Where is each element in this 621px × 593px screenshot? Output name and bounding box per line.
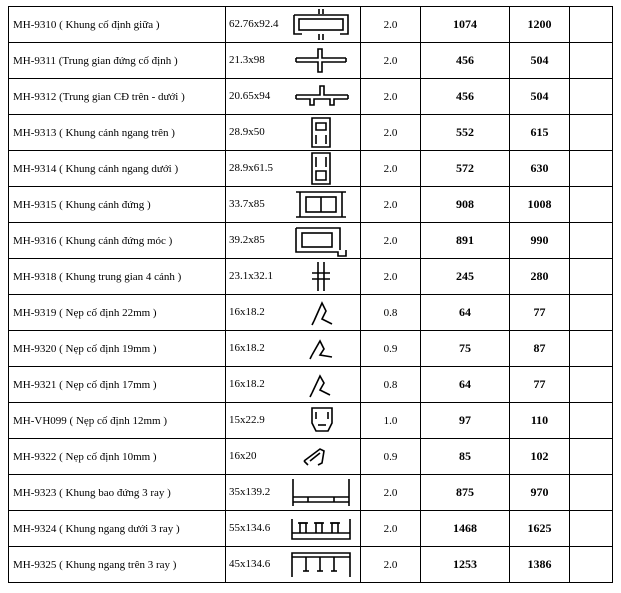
- profile-size-text: 28.9x61.5: [229, 162, 273, 174]
- value-cell-2: 1625: [510, 511, 570, 547]
- value-cell-2: 1008: [510, 187, 570, 223]
- profile-size-text: 39.2x85: [229, 234, 265, 246]
- profile-9321-icon: [290, 367, 352, 402]
- profile-size-cell: [226, 367, 361, 403]
- profile-size-text: 35x139.2: [229, 486, 271, 498]
- profile-9319-icon: [290, 295, 352, 330]
- profile-name-cell: MH-9312 (Trung gian CĐ trên - dưới ): [9, 79, 226, 115]
- value-cell-1: 908: [421, 187, 510, 223]
- profile-vh099-icon: [290, 403, 352, 438]
- profile-name-cell: MH-VH099 ( Nẹp cố định 12mm ): [9, 403, 226, 439]
- table-row: [9, 223, 613, 259]
- profile-size-cell: [226, 151, 361, 187]
- profile-9314-icon: [290, 151, 352, 186]
- profile-size-cell: [226, 295, 361, 331]
- value-cell-2: 615: [510, 115, 570, 151]
- table-row: [9, 331, 613, 367]
- empty-cell: [570, 331, 613, 367]
- profile-9323-icon: [290, 475, 352, 510]
- table-row: [9, 115, 613, 151]
- value-cell-1: 1253: [421, 547, 510, 583]
- profile-name-cell: MH-9321 ( Nẹp cố định 17mm ): [9, 367, 226, 403]
- value-cell-2: 970: [510, 475, 570, 511]
- thickness-cell: 2.0: [361, 7, 421, 43]
- table-row: [9, 367, 613, 403]
- profile-9316-icon: [290, 223, 352, 258]
- value-cell-2: 110: [510, 403, 570, 439]
- value-cell-1: 456: [421, 43, 510, 79]
- table-row: [9, 79, 613, 115]
- empty-cell: [570, 223, 613, 259]
- value-cell-1: 97: [421, 403, 510, 439]
- profile-size-cell: [226, 115, 361, 151]
- table-row: [9, 151, 613, 187]
- profile-size-cell: [226, 187, 361, 223]
- empty-cell: [570, 7, 613, 43]
- value-cell-1: 64: [421, 295, 510, 331]
- profile-size-text: 16x18.2: [229, 306, 265, 318]
- profile-name-cell: MH-9311 (Trung gian đứng cố định ): [9, 43, 226, 79]
- profile-size-cell: [226, 331, 361, 367]
- profile-9324-icon: [290, 511, 352, 546]
- profile-9310-icon: [290, 7, 352, 42]
- profile-size-cell: [226, 439, 361, 475]
- profile-size-cell: [226, 475, 361, 511]
- empty-cell: [570, 295, 613, 331]
- table-row: [9, 295, 613, 331]
- table-row: [9, 439, 613, 475]
- profile-size-text: 23.1x32.1: [229, 270, 273, 282]
- value-cell-1: 75: [421, 331, 510, 367]
- profile-size-cell: [226, 79, 361, 115]
- empty-cell: [570, 151, 613, 187]
- thickness-cell: 0.8: [361, 295, 421, 331]
- profile-size-text: 21.3x98: [229, 54, 265, 66]
- profile-name-cell: MH-9320 ( Nẹp cố định 19mm ): [9, 331, 226, 367]
- profile-name-cell: MH-9325 ( Khung ngang trên 3 ray ): [9, 547, 226, 583]
- value-cell-1: 64: [421, 367, 510, 403]
- profile-9320-icon: [290, 331, 352, 366]
- value-cell-1: 245: [421, 259, 510, 295]
- profile-name-cell: MH-9316 ( Khung cánh đứng móc ): [9, 223, 226, 259]
- value-cell-2: 77: [510, 367, 570, 403]
- profile-9322-icon: [290, 439, 352, 474]
- profile-size-text: 62.76x92.4: [229, 18, 279, 30]
- profile-9311-icon: [290, 43, 352, 78]
- profile-name-cell: MH-9319 ( Nẹp cố định 22mm ): [9, 295, 226, 331]
- thickness-cell: 2.0: [361, 475, 421, 511]
- table-row: [9, 7, 613, 43]
- profile-9312-icon: [290, 79, 352, 114]
- empty-cell: [570, 79, 613, 115]
- profile-name-cell: MH-9310 ( Khung cố định giữa ): [9, 7, 226, 43]
- thickness-cell: 2.0: [361, 187, 421, 223]
- value-cell-2: 504: [510, 79, 570, 115]
- empty-cell: [570, 439, 613, 475]
- value-cell-2: 77: [510, 295, 570, 331]
- profile-name-cell: MH-9323 ( Khung bao đứng 3 ray ): [9, 475, 226, 511]
- thickness-cell: 2.0: [361, 223, 421, 259]
- profile-size-cell: [226, 43, 361, 79]
- value-cell-1: 572: [421, 151, 510, 187]
- profile-name-cell: MH-9313 ( Khung cánh ngang trên ): [9, 115, 226, 151]
- table-row: [9, 43, 613, 79]
- empty-cell: [570, 511, 613, 547]
- profile-9315-icon: [290, 187, 352, 222]
- profile-size-text: 16x20: [229, 450, 257, 462]
- empty-cell: [570, 43, 613, 79]
- profile-size-text: 16x18.2: [229, 378, 265, 390]
- value-cell-2: 280: [510, 259, 570, 295]
- value-cell-2: 630: [510, 151, 570, 187]
- profile-size-text: 55x134.6: [229, 522, 271, 534]
- profile-name-cell: MH-9322 ( Nẹp cố định 10mm ): [9, 439, 226, 475]
- value-cell-1: 1468: [421, 511, 510, 547]
- value-cell-1: 85: [421, 439, 510, 475]
- value-cell-2: 504: [510, 43, 570, 79]
- profile-size-cell: [226, 7, 361, 43]
- profile-size-text: 20.65x94: [229, 90, 271, 102]
- profile-size-text: 33.7x85: [229, 198, 265, 210]
- profile-size-text: 28.9x50: [229, 126, 265, 138]
- profile-9313-icon: [290, 115, 352, 150]
- empty-cell: [570, 547, 613, 583]
- profile-size-cell: [226, 259, 361, 295]
- profile-name-cell: MH-9318 ( Khung trung gian 4 cánh ): [9, 259, 226, 295]
- profile-9318-icon: [290, 259, 352, 294]
- value-cell-2: 102: [510, 439, 570, 475]
- profile-price-table: [8, 6, 613, 583]
- profile-size-cell: [226, 223, 361, 259]
- thickness-cell: 0.9: [361, 439, 421, 475]
- table-row: [9, 547, 613, 583]
- thickness-cell: 2.0: [361, 79, 421, 115]
- profile-name-cell: MH-9314 ( Khung cánh ngang dưới ): [9, 151, 226, 187]
- profile-size-text: 15x22.9: [229, 414, 265, 426]
- profile-size-text: 45x134.6: [229, 558, 271, 570]
- thickness-cell: 0.8: [361, 367, 421, 403]
- empty-cell: [570, 187, 613, 223]
- thickness-cell: 0.9: [361, 331, 421, 367]
- thickness-cell: 2.0: [361, 115, 421, 151]
- table-row: [9, 511, 613, 547]
- profile-size-cell: [226, 403, 361, 439]
- profile-size-cell: [226, 547, 361, 583]
- profile-name-cell: MH-9315 ( Khung cánh đứng ): [9, 187, 226, 223]
- value-cell-1: 552: [421, 115, 510, 151]
- thickness-cell: 2.0: [361, 43, 421, 79]
- value-cell-1: 875: [421, 475, 510, 511]
- value-cell-1: 1074: [421, 7, 510, 43]
- empty-cell: [570, 115, 613, 151]
- table-row: [9, 187, 613, 223]
- empty-cell: [570, 403, 613, 439]
- thickness-cell: 2.0: [361, 547, 421, 583]
- profile-9325-icon: [290, 547, 352, 582]
- table-row: [9, 259, 613, 295]
- thickness-cell: 1.0: [361, 403, 421, 439]
- value-cell-1: 456: [421, 79, 510, 115]
- thickness-cell: 2.0: [361, 511, 421, 547]
- table-row: [9, 475, 613, 511]
- profile-name-cell: MH-9324 ( Khung ngang dưới 3 ray ): [9, 511, 226, 547]
- profile-size-text: 16x18.2: [229, 342, 265, 354]
- empty-cell: [570, 367, 613, 403]
- table-row: [9, 403, 613, 439]
- value-cell-1: 891: [421, 223, 510, 259]
- value-cell-2: 990: [510, 223, 570, 259]
- thickness-cell: 2.0: [361, 151, 421, 187]
- empty-cell: [570, 475, 613, 511]
- value-cell-2: 1386: [510, 547, 570, 583]
- value-cell-2: 87: [510, 331, 570, 367]
- value-cell-2: 1200: [510, 7, 570, 43]
- profile-size-cell: [226, 511, 361, 547]
- empty-cell: [570, 259, 613, 295]
- thickness-cell: 2.0: [361, 259, 421, 295]
